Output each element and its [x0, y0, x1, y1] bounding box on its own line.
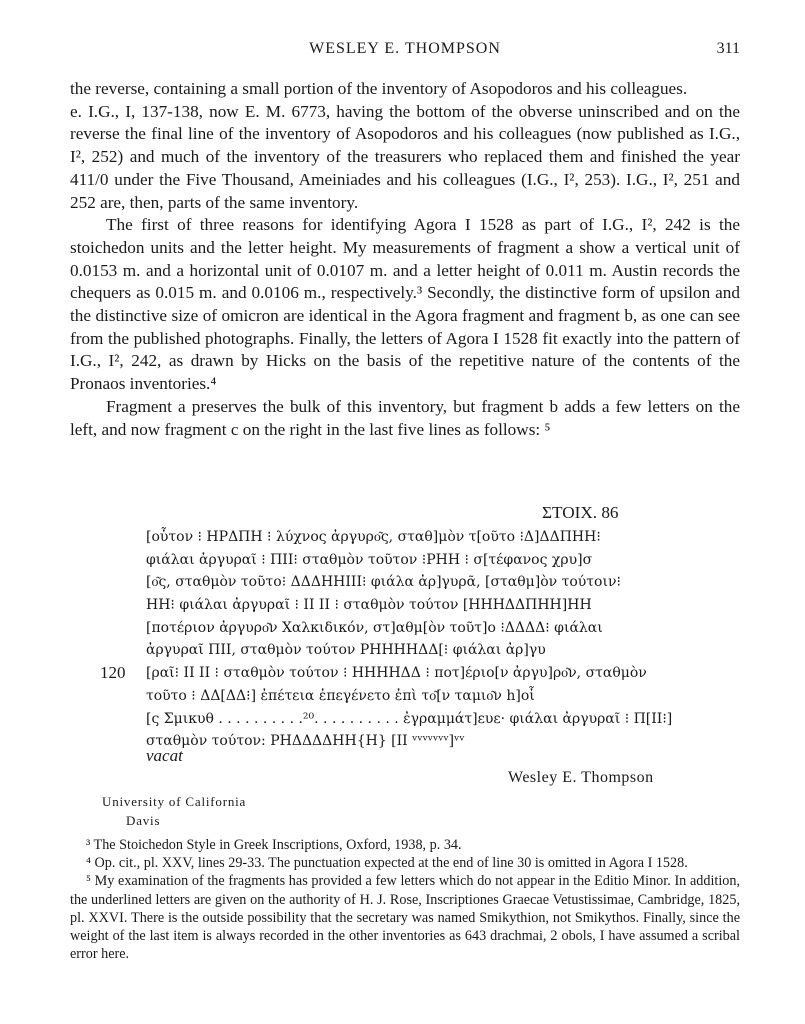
vacat-label: vacat — [146, 746, 183, 765]
paragraph-continuation: the reverse, containing a small portion of the inventory of Asopodoros and his colleagues. — [70, 79, 688, 98]
running-head: WESLEY E. THOMPSON — [309, 40, 501, 57]
inscription-line: σταθμὸν τούτον: ΡΗΔΔΔΔΗΗ{Η} [ΙΙ ᵛᵛᵛᵛᵛᵛᵛ]ᵛᵛ — [146, 733, 465, 750]
inscription-line: [ο͂ς, σταθμὸν τοῦτο⁝ ΔΔΔΗΗΙΙΙ⁝ φιάλα ἀρ]γυρᾶ, [σταθμ]ὸν τούτοιν⁝ — [146, 574, 621, 591]
footnote-3: ³ The Stoichedon Style in Greek Inscriptions, Oxford, 1938, p. 34. — [86, 837, 462, 853]
author-affiliation — [102, 792, 246, 830]
footnote-4: ⁴ Op. cit., pl. XXV, lines 29-33. The punctuation expected at the end of line 30 is omitted in Agora I 1528. — [86, 855, 688, 872]
affiliation-university: University of California — [102, 794, 247, 809]
stoichedon-label: ΣΤΟΙΧ. 86 — [542, 503, 619, 522]
inscription-line: [ποτέριον ἀργυρο͂ν Χαλκιδικόν, στ]αθμ[ὸν τοῦτ]ο ⁝ΔΔΔΔ⁝ φιάλαι — [146, 619, 603, 636]
line-number: 120 — [100, 663, 126, 683]
page-number: 311 — [716, 40, 740, 57]
body-text — [70, 78, 740, 441]
footnotes — [70, 836, 740, 963]
paragraph-reasons: The first of three reasons for identifying Agora I 1528 as part of I.G., I², 242 is the stoichedon units and the letter height. My measurements of fragment a show a vertical unit of 0.0153 m. and a horizontal unit of 0.0107 m. and a letter height of 0.011 m. Austin records the chequers as 0.015 m. and 0.0106 m., respectively.³ Secondly, the distinctive form of upsilon and the distinctive size of omicron are identical in the Agora fragment and fragment b, as one can see from the published photographs. Finally, the letters of Agora I 1528 fit exactly into the pattern of I.G., I², 242, as drawn by Hicks on the basis of the repetitive nature of the contents of the Pronaos inventories.⁴ — [70, 215, 740, 394]
footnote-5: ⁵ My examination of the fragments has provided a few letters which do not appear in the Editio Minor. In addition, the underlined letters are given on the authority of H. J. Rose, Inscriptiones Graecae Vetustissimae, Cambridge, 1825, pl. XXVI. There is the outside possibility that the secretary was named Smikythion, not Smikythos. Finally, since the weight of the last item is always recorded in the other inventories as 643 drachmai, 2 obols, I have assumed a scribal error here. — [70, 873, 740, 963]
paragraph-fragments: Fragment a preserves the bulk of this inventory, but fragment b adds a few letters on the left, and now fragment c on the right in the last five lines as follows: ⁵ — [70, 396, 740, 439]
page-header — [70, 40, 740, 62]
inscription-line: [ς Σμικυθ . . . . . . . . . .²⁰. . . . . . . . . . ἐγραμμάτ]ευε· φιάλαι ἀργυραῖ ⁝ Π[ΙΙ⁝] — [146, 710, 673, 727]
affiliation-city: Davis — [126, 813, 161, 828]
inscription-text — [100, 526, 720, 753]
inscription-line: ΗΗ⁝ φιάλαι ἀργυραῖ ⁝ ΙΙ ΙΙ ⁝ σταθμὸν τούτον [ΗΗΗΔΔΠΗΗ]ΗΗ — [146, 597, 592, 614]
paragraph-item-e: e. I.G., I, 137-138, now E. M. 6773, having the bottom of the obverse uninscribed and on the reverse the final line of the inventory of Asopodoros and his colleagues (now published as I.G., I², 252) and much of the inventory of the treasurers who replaced them and finished the year 411/0 under the Five Thousand, Ameiniades and his colleagues (I.G., I², 253). I.G., I², 251 and 252 are, then, parts of the same inventory. — [70, 101, 740, 212]
inscription-line: ἀργυραῖ ΠΙΙ, σταθμὸν τούτον ΡΗΗΗΗΔΔ[⁝ φιάλαι ἀρ]γυ — [146, 642, 546, 659]
inscription-line-numbered: 120 [ραῖ⁝ ΙΙ ΙΙ ⁝ σταθμὸν τούτον ⁝ ΗΗΗΗΔΔ ⁝ ποτ]έριο[ν ἀργυ]ρο͂ν, σταθμὸν — [100, 662, 720, 685]
inscription-line: [οὗτον ⁝ ΗΡΔΠΗ ⁝ λύχνος ἀργυρο͂ς, σταθ]μὸν τ[οῦτο ⁝Δ]ΔΔΠΗΗ⁝ — [146, 529, 601, 545]
inscription-line: τοῦτο ⁝ ΔΔ[ΔΔ⁝] ἐπέτεια ἐπεγένετο ἐπὶ το͂[ν ταμιο͂ν h]οἷ — [146, 687, 535, 704]
author-signature: Wesley E. Thompson — [508, 769, 654, 786]
inscription-line: φιάλαι ἀργυραῖ ⁝ ΠΙΙ⁝ σταθμὸν τοῦτον ⁝ΡΗΗ ⁝ σ[τέφανος χρυ]σ — [146, 551, 593, 568]
